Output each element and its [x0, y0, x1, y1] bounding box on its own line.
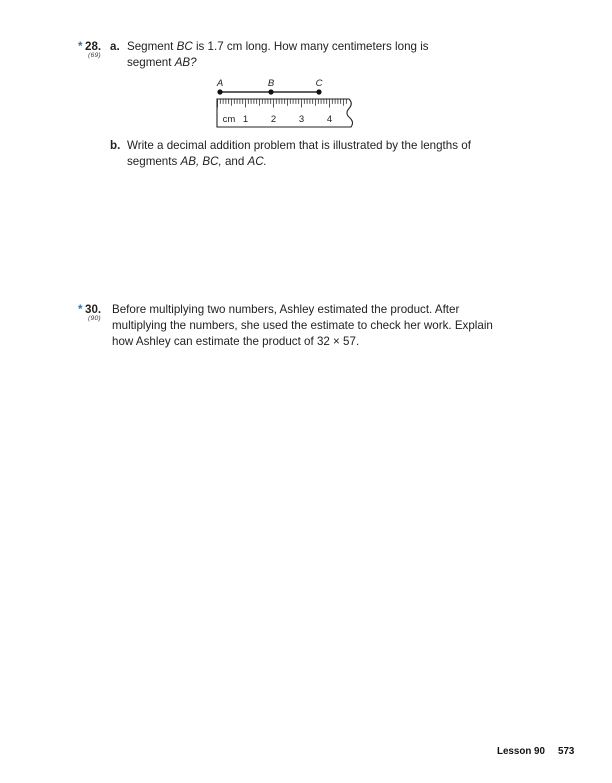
- ruler-figure: [200, 76, 362, 130]
- ruler-number-1: 1: [242, 114, 249, 125]
- problem-28-number: 28.: [85, 40, 102, 53]
- point-b-dot: [268, 89, 273, 94]
- problem-30-number: 30.: [85, 303, 102, 316]
- problem-30-asterisk: *: [78, 304, 83, 316]
- problem-28a-line: Segment BC is 1.7 cm long. How many centimeters long is: [127, 40, 429, 53]
- problem-28b-line: segments AB, BC, and AC.: [127, 155, 267, 168]
- problem-28b-label: b.: [110, 139, 121, 152]
- problem-30-line: Before multiplying two numbers, Ashley estimated the product. After: [112, 303, 460, 316]
- point-c-label: C: [315, 78, 323, 89]
- ruler-unit-label: cm: [222, 114, 236, 125]
- problem-28a-line: segment AB?: [127, 56, 197, 69]
- point-a-label: A: [216, 78, 224, 89]
- problem-28b-line: Write a decimal addition problem that is illustrated by the lengths of: [127, 139, 471, 152]
- ruler-number-3: 3: [298, 114, 305, 125]
- problem-30-text: [112, 302, 493, 350]
- problem-30-line: multiplying the numbers, she used the estimate to check her work. Explain: [112, 319, 493, 332]
- ruler-number-2: 2: [270, 114, 277, 125]
- point-c-dot: [316, 89, 321, 94]
- ruler-number-4: 4: [326, 114, 333, 125]
- footer-page-number: 573: [558, 746, 575, 757]
- problem-30-line: how Ashley can estimate the product of 32 × 57.: [112, 335, 360, 348]
- problem-28-lesson-reference: (69): [88, 52, 101, 59]
- problem-30-lesson-reference: (90): [88, 315, 101, 322]
- problem-28a-text: [127, 39, 429, 71]
- point-a-dot: [217, 89, 222, 94]
- point-b-label: B: [267, 78, 275, 89]
- problem-28-asterisk: *: [78, 41, 83, 53]
- problem-28a-label: a.: [110, 40, 120, 53]
- footer-lesson-label: Lesson 90: [497, 746, 545, 757]
- problem-28b-text: [127, 138, 471, 170]
